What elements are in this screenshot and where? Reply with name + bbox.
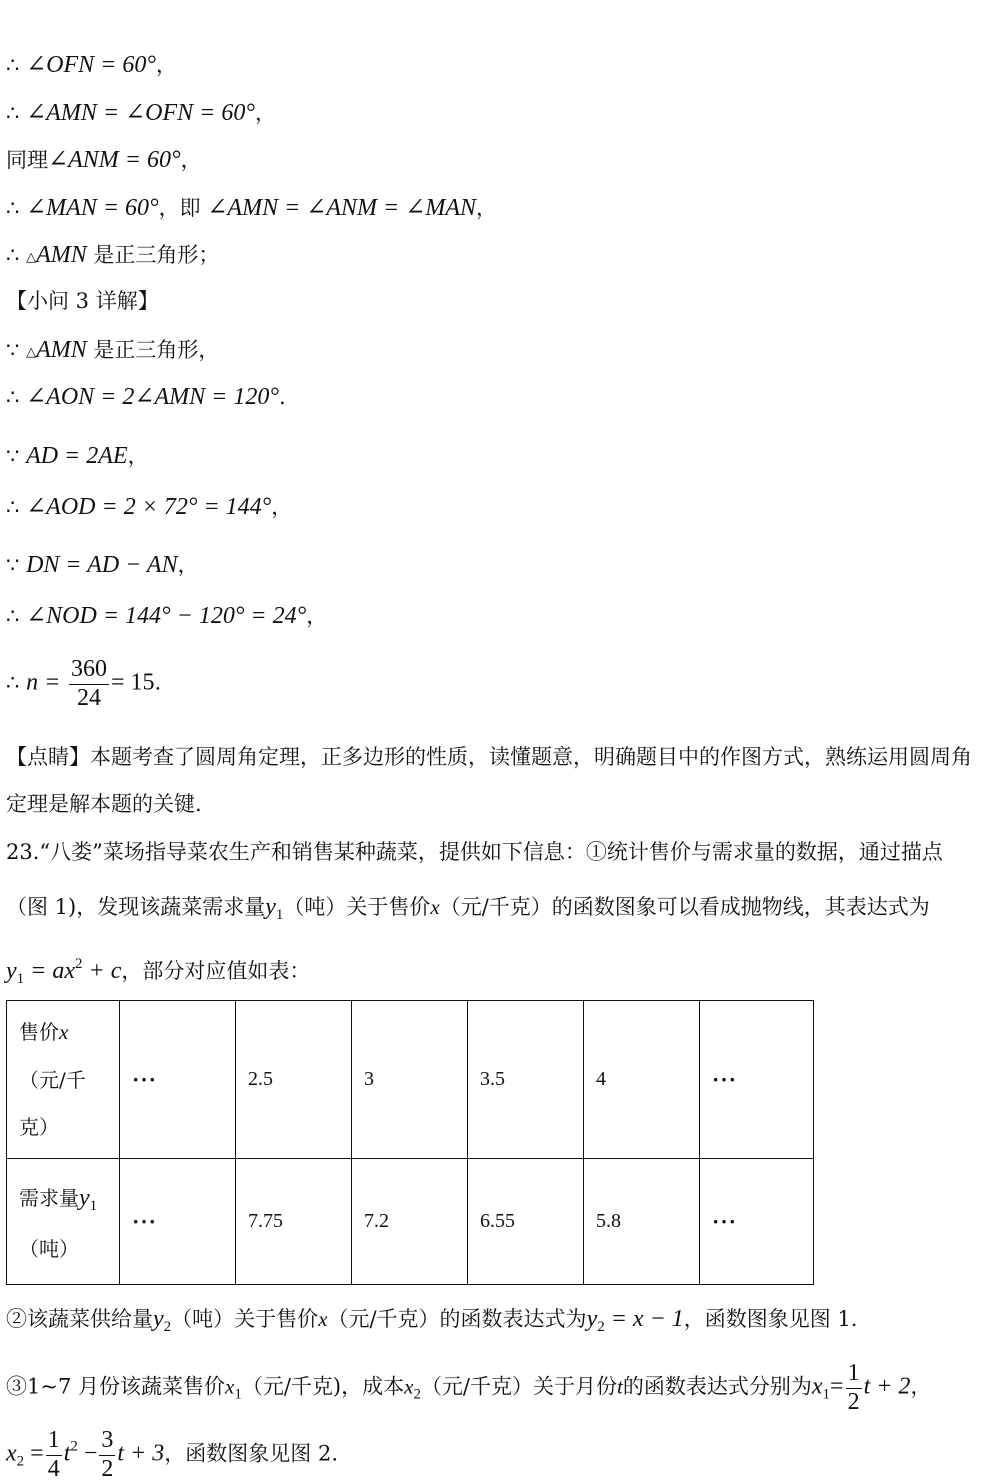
table-cell: 3 — [352, 1001, 468, 1159]
math-expression: AMN — [36, 337, 87, 363]
subscript: 2 — [163, 1319, 172, 1335]
info-text: （吨）关于售价 — [171, 1307, 319, 1331]
subscript: 1 — [275, 907, 284, 923]
punctuation: . — [154, 670, 162, 695]
problem-line-1 — [6, 842, 943, 863]
table-cell: 5.8 — [584, 1159, 700, 1285]
therefore-symbol: ∴ — [6, 495, 20, 519]
math-expression: ∠AOD = 2 × 72° = 144° — [26, 494, 272, 520]
table-row-price — [7, 1001, 814, 1159]
math-expression: ∠MAN = 60° — [26, 195, 159, 221]
therefore-symbol: ∴ — [6, 243, 20, 267]
var-y: y — [265, 894, 276, 920]
fraction-numerator: 360 — [69, 656, 109, 685]
table-cell: 7.2 — [352, 1159, 468, 1285]
line-8 — [6, 385, 286, 409]
punctuation: ， — [271, 495, 293, 519]
comment-line-2 — [6, 794, 202, 815]
var-x: x — [6, 1440, 17, 1467]
text-tail: 是正三角形， — [93, 338, 220, 362]
info-text: （元/千克）的函数表达式为 — [327, 1307, 587, 1331]
text-mid: ，即 — [158, 196, 201, 220]
header-text: （元/千 — [19, 1068, 86, 1093]
problem-text: （元/千克）的函数图象可以看成抛物线，其表达式为 — [439, 895, 930, 919]
fraction-denominator: 2 — [101, 1455, 114, 1482]
info-line-2 — [6, 1307, 857, 1335]
math-expression: ∠AMN = ∠ANM = ∠MAN — [207, 195, 477, 221]
table-cell: 3.5 — [468, 1001, 584, 1159]
info-text: ，函数图象见图 2. — [164, 1441, 339, 1466]
table-cell: ··· — [700, 1001, 814, 1159]
var-x: x — [430, 895, 440, 919]
punctuation: ， — [177, 553, 199, 577]
triangle-symbol: △ — [26, 250, 37, 265]
line-1 — [6, 53, 177, 77]
math-expression: = ax — [24, 958, 76, 984]
section-heading-text: 【小问 3 详解】 — [6, 289, 159, 313]
var-y: y — [153, 1306, 164, 1332]
math-expression: DN = AD − AN — [26, 552, 178, 578]
math-expression: ∠OFN = 60° — [26, 52, 156, 78]
math-expression: ∠AON = 2∠AMN = 120° — [26, 384, 279, 410]
fraction-numerator: 3 — [99, 1427, 115, 1456]
triangle-symbol: △ — [26, 345, 37, 360]
section-heading — [6, 291, 159, 312]
fraction-denominator: 24 — [76, 684, 101, 711]
comment-text: 定理是解本题的关键. — [6, 792, 202, 816]
info-line-4 — [6, 1427, 338, 1483]
fraction — [99, 1427, 115, 1483]
therefore-symbol: ∴ — [6, 101, 20, 125]
var-y: y — [586, 1306, 598, 1332]
fraction-numerator: 1 — [46, 1427, 62, 1456]
text-tail: 是正三角形； — [93, 243, 220, 267]
math-lhs: n = — [26, 669, 61, 696]
punctuation: ， — [306, 604, 328, 628]
line-9 — [6, 444, 149, 468]
line-11 — [6, 553, 199, 577]
because-symbol: ∵ — [6, 338, 20, 362]
table-cell: 6.55 — [468, 1159, 584, 1285]
table-row-demand — [7, 1159, 814, 1285]
math-rhs: = 15 — [110, 669, 155, 696]
var-y: y — [6, 958, 17, 984]
header-text: 售价 — [19, 1019, 59, 1044]
punctuation: ， — [476, 196, 498, 220]
punctuation: ， — [155, 53, 177, 77]
var-y: y — [79, 1184, 90, 1211]
therefore-symbol: ∴ — [6, 385, 20, 409]
subscript: 2 — [16, 1453, 25, 1470]
because-symbol: ∵ — [6, 553, 20, 577]
fraction-denominator: 2 — [847, 1388, 860, 1415]
punctuation: ， — [127, 444, 149, 468]
problem-text: 23.“八娄”菜场指导菜农生产和销售某种蔬菜，提供如下信息：①统计售价与需求量的数据，通过描点 — [6, 840, 943, 864]
therefore-symbol: ∴ — [6, 604, 20, 628]
equals-sign: = — [24, 1440, 44, 1467]
fraction-denominator: 4 — [47, 1455, 60, 1482]
fraction — [846, 1360, 862, 1416]
punctuation: ， — [254, 101, 276, 125]
var-t: t — [63, 1440, 71, 1467]
line-2 — [6, 101, 276, 125]
punctuation: ， — [910, 1374, 932, 1399]
fraction — [46, 1427, 62, 1483]
table-cell: ··· — [120, 1001, 236, 1159]
comment-text: 【点睛】本题考查了圆周角定理，正多边形的性质，读懂题意，明确题目中的作图方式，熟练运用圆周角 — [6, 745, 972, 769]
problem-text: （图 1)，发现该蔬菜需求量 — [6, 895, 266, 919]
problem-line-3 — [6, 957, 310, 987]
var-x: x — [225, 1374, 235, 1399]
fraction-numerator: 1 — [846, 1360, 862, 1389]
header-text: 需求量 — [19, 1185, 79, 1210]
math-expression: AMN — [36, 242, 87, 268]
info-text: （元/千克）关于月份 — [420, 1374, 618, 1399]
superscript: 2 — [75, 956, 83, 972]
line-13 — [6, 656, 161, 712]
row-header-demand — [7, 1159, 120, 1285]
therefore-symbol: ∴ — [6, 53, 20, 77]
table-cell: 2.5 — [236, 1001, 352, 1159]
subscript: 1 — [822, 1386, 831, 1403]
var-x: x — [59, 1019, 69, 1044]
subscript: 2 — [597, 1319, 605, 1335]
line-4 — [6, 196, 497, 220]
subscript: 1 — [234, 1386, 242, 1403]
table-cell: 4 — [584, 1001, 700, 1159]
because-symbol: ∵ — [6, 444, 20, 468]
line-12 — [6, 604, 327, 628]
var-x: x — [404, 1374, 414, 1399]
table-cell: 7.75 — [236, 1159, 352, 1285]
var-x: x — [318, 1307, 328, 1331]
subscript: 1 — [89, 1197, 98, 1214]
math-expression: ∠ANM = 60° — [48, 147, 181, 173]
math-expression: t + 2 — [863, 1373, 911, 1400]
value-table — [6, 1000, 814, 1285]
info-text: 的函数表达式分别为 — [622, 1374, 812, 1399]
header-text: （吨） — [19, 1237, 79, 1262]
subscript: 1 — [16, 971, 25, 987]
subscript: 2 — [413, 1386, 421, 1403]
line-3 — [6, 148, 202, 172]
superscript: 2 — [70, 1438, 78, 1455]
math-expression: ∠AMN = ∠OFN = 60° — [26, 100, 255, 126]
line-5 — [6, 243, 219, 267]
row-header-price — [7, 1001, 120, 1159]
problem-text: （吨）关于售价 — [283, 895, 431, 919]
line-7 — [6, 338, 219, 362]
minus-sign: − — [77, 1440, 98, 1467]
problem-line-2 — [6, 895, 930, 923]
math-expression: = x − 1 — [604, 1306, 684, 1332]
punctuation: . — [278, 385, 286, 409]
var-t: t — [617, 1374, 623, 1399]
fraction — [69, 656, 109, 712]
var-x: x — [811, 1373, 823, 1400]
header-text: 克） — [19, 1115, 59, 1140]
info-text: （元/千克)，成本 — [241, 1374, 405, 1399]
math-expression: t + 3 — [117, 1440, 165, 1467]
info-line-3 — [6, 1360, 931, 1416]
therefore-symbol: ∴ — [6, 670, 20, 695]
table-cell: ··· — [120, 1159, 236, 1285]
info-text: ，函数图象见图 1. — [683, 1307, 858, 1331]
math-expression: ∠NOD = 144° − 120° = 24° — [26, 603, 307, 629]
math-expression: + c — [82, 958, 122, 984]
table-cell: ··· — [700, 1159, 814, 1285]
text-prefix: 同理 — [6, 148, 48, 172]
info-text: ②该蔬菜供给量 — [6, 1307, 153, 1331]
comment-line-1 — [6, 747, 972, 768]
line-10 — [6, 495, 292, 519]
problem-text: ，部分对应值如表： — [121, 959, 311, 983]
equals-sign: = — [830, 1373, 844, 1400]
therefore-symbol: ∴ — [6, 196, 20, 220]
info-text: ③1~7 月份该蔬菜售价 — [6, 1374, 225, 1399]
math-expression: AD = 2AE — [26, 443, 128, 469]
punctuation: ， — [180, 148, 202, 172]
